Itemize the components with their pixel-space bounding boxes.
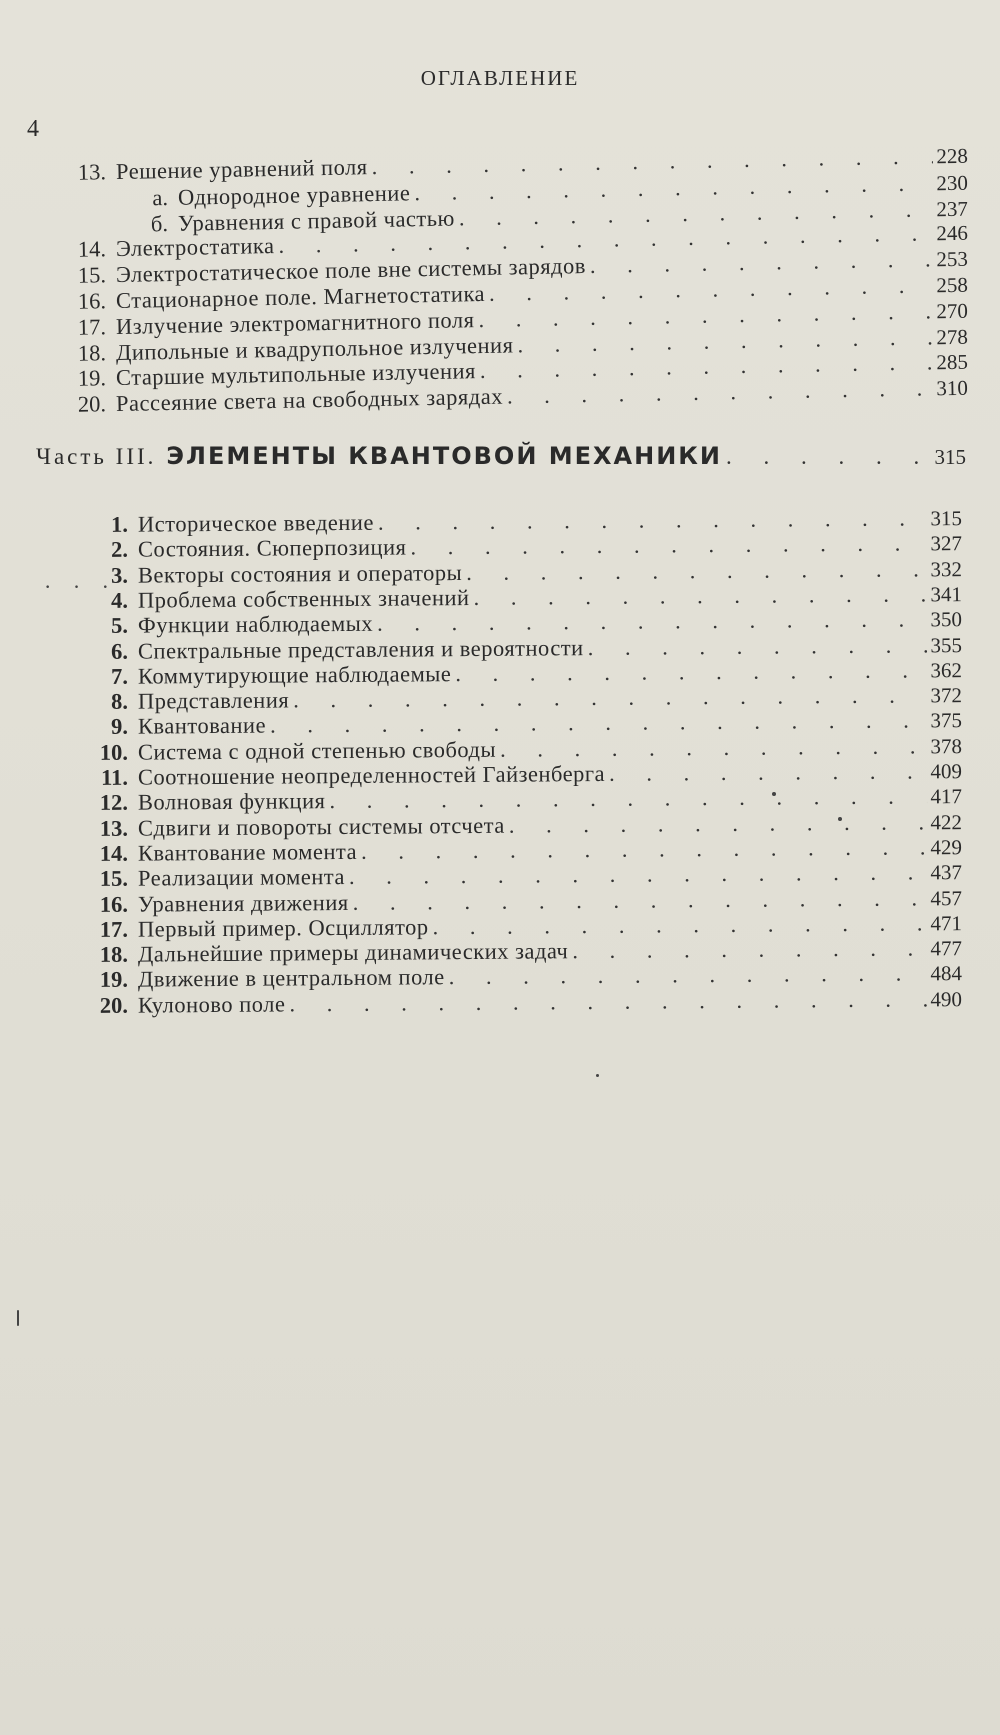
- entry-page: 409: [930, 759, 963, 784]
- entry-number: 6.: [111, 638, 129, 664]
- entry-number: 19.: [99, 967, 129, 993]
- entry-title: Однородное уравнение: [177, 180, 411, 210]
- entry-title: Решение уравнений поля: [115, 154, 368, 185]
- entry-page: 285: [936, 350, 969, 375]
- entry-page: 327: [930, 531, 963, 556]
- part-heading-row: [36, 442, 966, 470]
- entry-page: 355: [930, 632, 963, 657]
- entry-number: 15.: [99, 865, 129, 892]
- entry-number: 20.: [77, 391, 107, 417]
- entry-page: 457: [930, 885, 963, 910]
- leader-dots: [726, 444, 931, 470]
- entry-page: 278: [936, 324, 969, 349]
- entry-number: 3.: [111, 562, 129, 588]
- entry-title: Уравнения с правой частью: [177, 205, 456, 236]
- entry-page: 372: [930, 683, 963, 708]
- entry-title: Первый пример. Осциллятор: [137, 914, 429, 942]
- entry-page: 437: [930, 860, 963, 885]
- ink-speck: [838, 817, 842, 821]
- entry-title: Волновая функция: [137, 788, 326, 815]
- entry-number: б.: [150, 210, 169, 236]
- entry-title: Движение в центральном поле: [137, 964, 445, 992]
- entry-title: Рассеяние света на свободных зарядах: [115, 383, 504, 417]
- entry-title: Сдвиги и повороты системы отсчета: [137, 812, 505, 841]
- entry-title: Состояния. Сюперпозиция: [137, 534, 407, 562]
- entry-title: Стационарное поле. Магнетостатика: [115, 280, 486, 314]
- entry-page: 310: [936, 375, 969, 401]
- entry-page: 490: [930, 986, 963, 1012]
- entry-number: 18.: [77, 339, 107, 366]
- entry-page: 375: [930, 708, 963, 733]
- entry-title: Проблема собственных значений: [137, 584, 470, 613]
- entry-number: 13.: [77, 159, 107, 185]
- entry-title: Векторы состояния и операторы: [137, 559, 463, 588]
- entry-number: 2.: [111, 536, 129, 563]
- ink-speck: [772, 792, 776, 796]
- entry-number: 20.: [99, 992, 129, 1018]
- entry-number: 17.: [77, 314, 107, 340]
- entry-number: 1.: [111, 511, 129, 537]
- entry-title: Излучение электромагнитного поля: [115, 306, 475, 339]
- entry-title: Система с одной степенью свободы: [137, 736, 497, 765]
- entry-page: 429: [930, 835, 963, 860]
- leader-dots: [509, 809, 927, 838]
- entry-page: 378: [930, 733, 963, 759]
- running-head: ОГЛАВЛЕНИЕ: [420, 66, 580, 90]
- entry-page: 350: [930, 607, 963, 632]
- entry-title: Коммутирующие наблюдаемые: [137, 660, 452, 689]
- entry-title: Кулоново поле: [137, 991, 286, 1018]
- entry-number: 14.: [99, 840, 129, 866]
- entry-page: 253: [936, 246, 969, 272]
- entry-page: 341: [930, 582, 963, 607]
- entry-page: 332: [930, 556, 963, 581]
- part-page: 315: [934, 445, 966, 469]
- entry-number: 17.: [99, 916, 129, 942]
- entry-number: 16.: [99, 891, 129, 917]
- part-label: Часть III.: [36, 444, 157, 469]
- entry-title: Историческое введение: [137, 509, 374, 537]
- entry-title: Старшие мультипольные излучения: [115, 358, 477, 391]
- entry-number: 10.: [99, 739, 129, 765]
- entry-page: 477: [930, 936, 963, 961]
- entry-title: Дипольные и квадрупольное излучения: [115, 332, 514, 365]
- entry-title: Квантование момента: [137, 838, 358, 866]
- entry-number: 13.: [99, 815, 129, 841]
- ink-speck: [17, 1310, 19, 1326]
- part-title: ЭЛЕМЕНТЫ КВАНТОВОЙ МЕХАНИКИ: [166, 442, 722, 470]
- entry-number: 5.: [111, 612, 129, 639]
- entry-page: 417: [930, 784, 963, 809]
- entry-number: 7.: [111, 663, 129, 689]
- entry-number: 8.: [111, 688, 129, 714]
- entry-number: 15.: [77, 262, 107, 288]
- entry-title: Электростатика: [115, 233, 275, 262]
- leader-dots: [588, 632, 927, 661]
- entry-number: 16.: [77, 288, 107, 314]
- entry-page: 484: [930, 961, 963, 986]
- entry-page: 362: [930, 657, 963, 683]
- entry-page: 246: [936, 221, 969, 246]
- page-number: 4: [27, 116, 39, 142]
- entry-page: 422: [930, 809, 963, 834]
- entry-title: Функции наблюдаемых: [137, 610, 374, 638]
- entry-number: 19.: [77, 365, 107, 392]
- entry-title: Соотношение неопределенностей Гайзенберга: [137, 760, 606, 790]
- entry-page: 237: [936, 196, 969, 221]
- entry-title: Уравнения движения: [137, 889, 349, 917]
- ink-speck: [596, 1074, 599, 1077]
- entry-title: Реализации момента: [137, 864, 346, 891]
- margin-dots: · · ·: [44, 574, 117, 599]
- entry-number: а.: [152, 184, 169, 211]
- entry-title: Спектральные представления и вероятности: [137, 634, 584, 664]
- entry-title: Представления: [137, 687, 290, 714]
- entry-title: Электростатическое поле вне системы зарядов: [115, 253, 587, 288]
- entry-number: 4.: [111, 587, 129, 613]
- entry-number: 18.: [99, 941, 129, 968]
- entry-title: Дальнейшие примеры динамических задач: [137, 938, 569, 967]
- entry-page: 258: [936, 272, 969, 298]
- entry-page: 228: [936, 143, 969, 169]
- entry-number: 12.: [99, 789, 129, 816]
- leader-dots: [609, 758, 927, 786]
- entry-page: 315: [930, 506, 963, 531]
- entry-page: 230: [936, 170, 969, 196]
- entry-page: 471: [930, 910, 963, 936]
- entry-number: 11.: [101, 764, 129, 790]
- entry-page: 270: [936, 298, 969, 324]
- entry-number: 9.: [111, 714, 129, 740]
- entry-title: Квантование: [137, 712, 267, 739]
- leader-dots: [289, 986, 926, 1017]
- entry-number: 14.: [77, 236, 107, 263]
